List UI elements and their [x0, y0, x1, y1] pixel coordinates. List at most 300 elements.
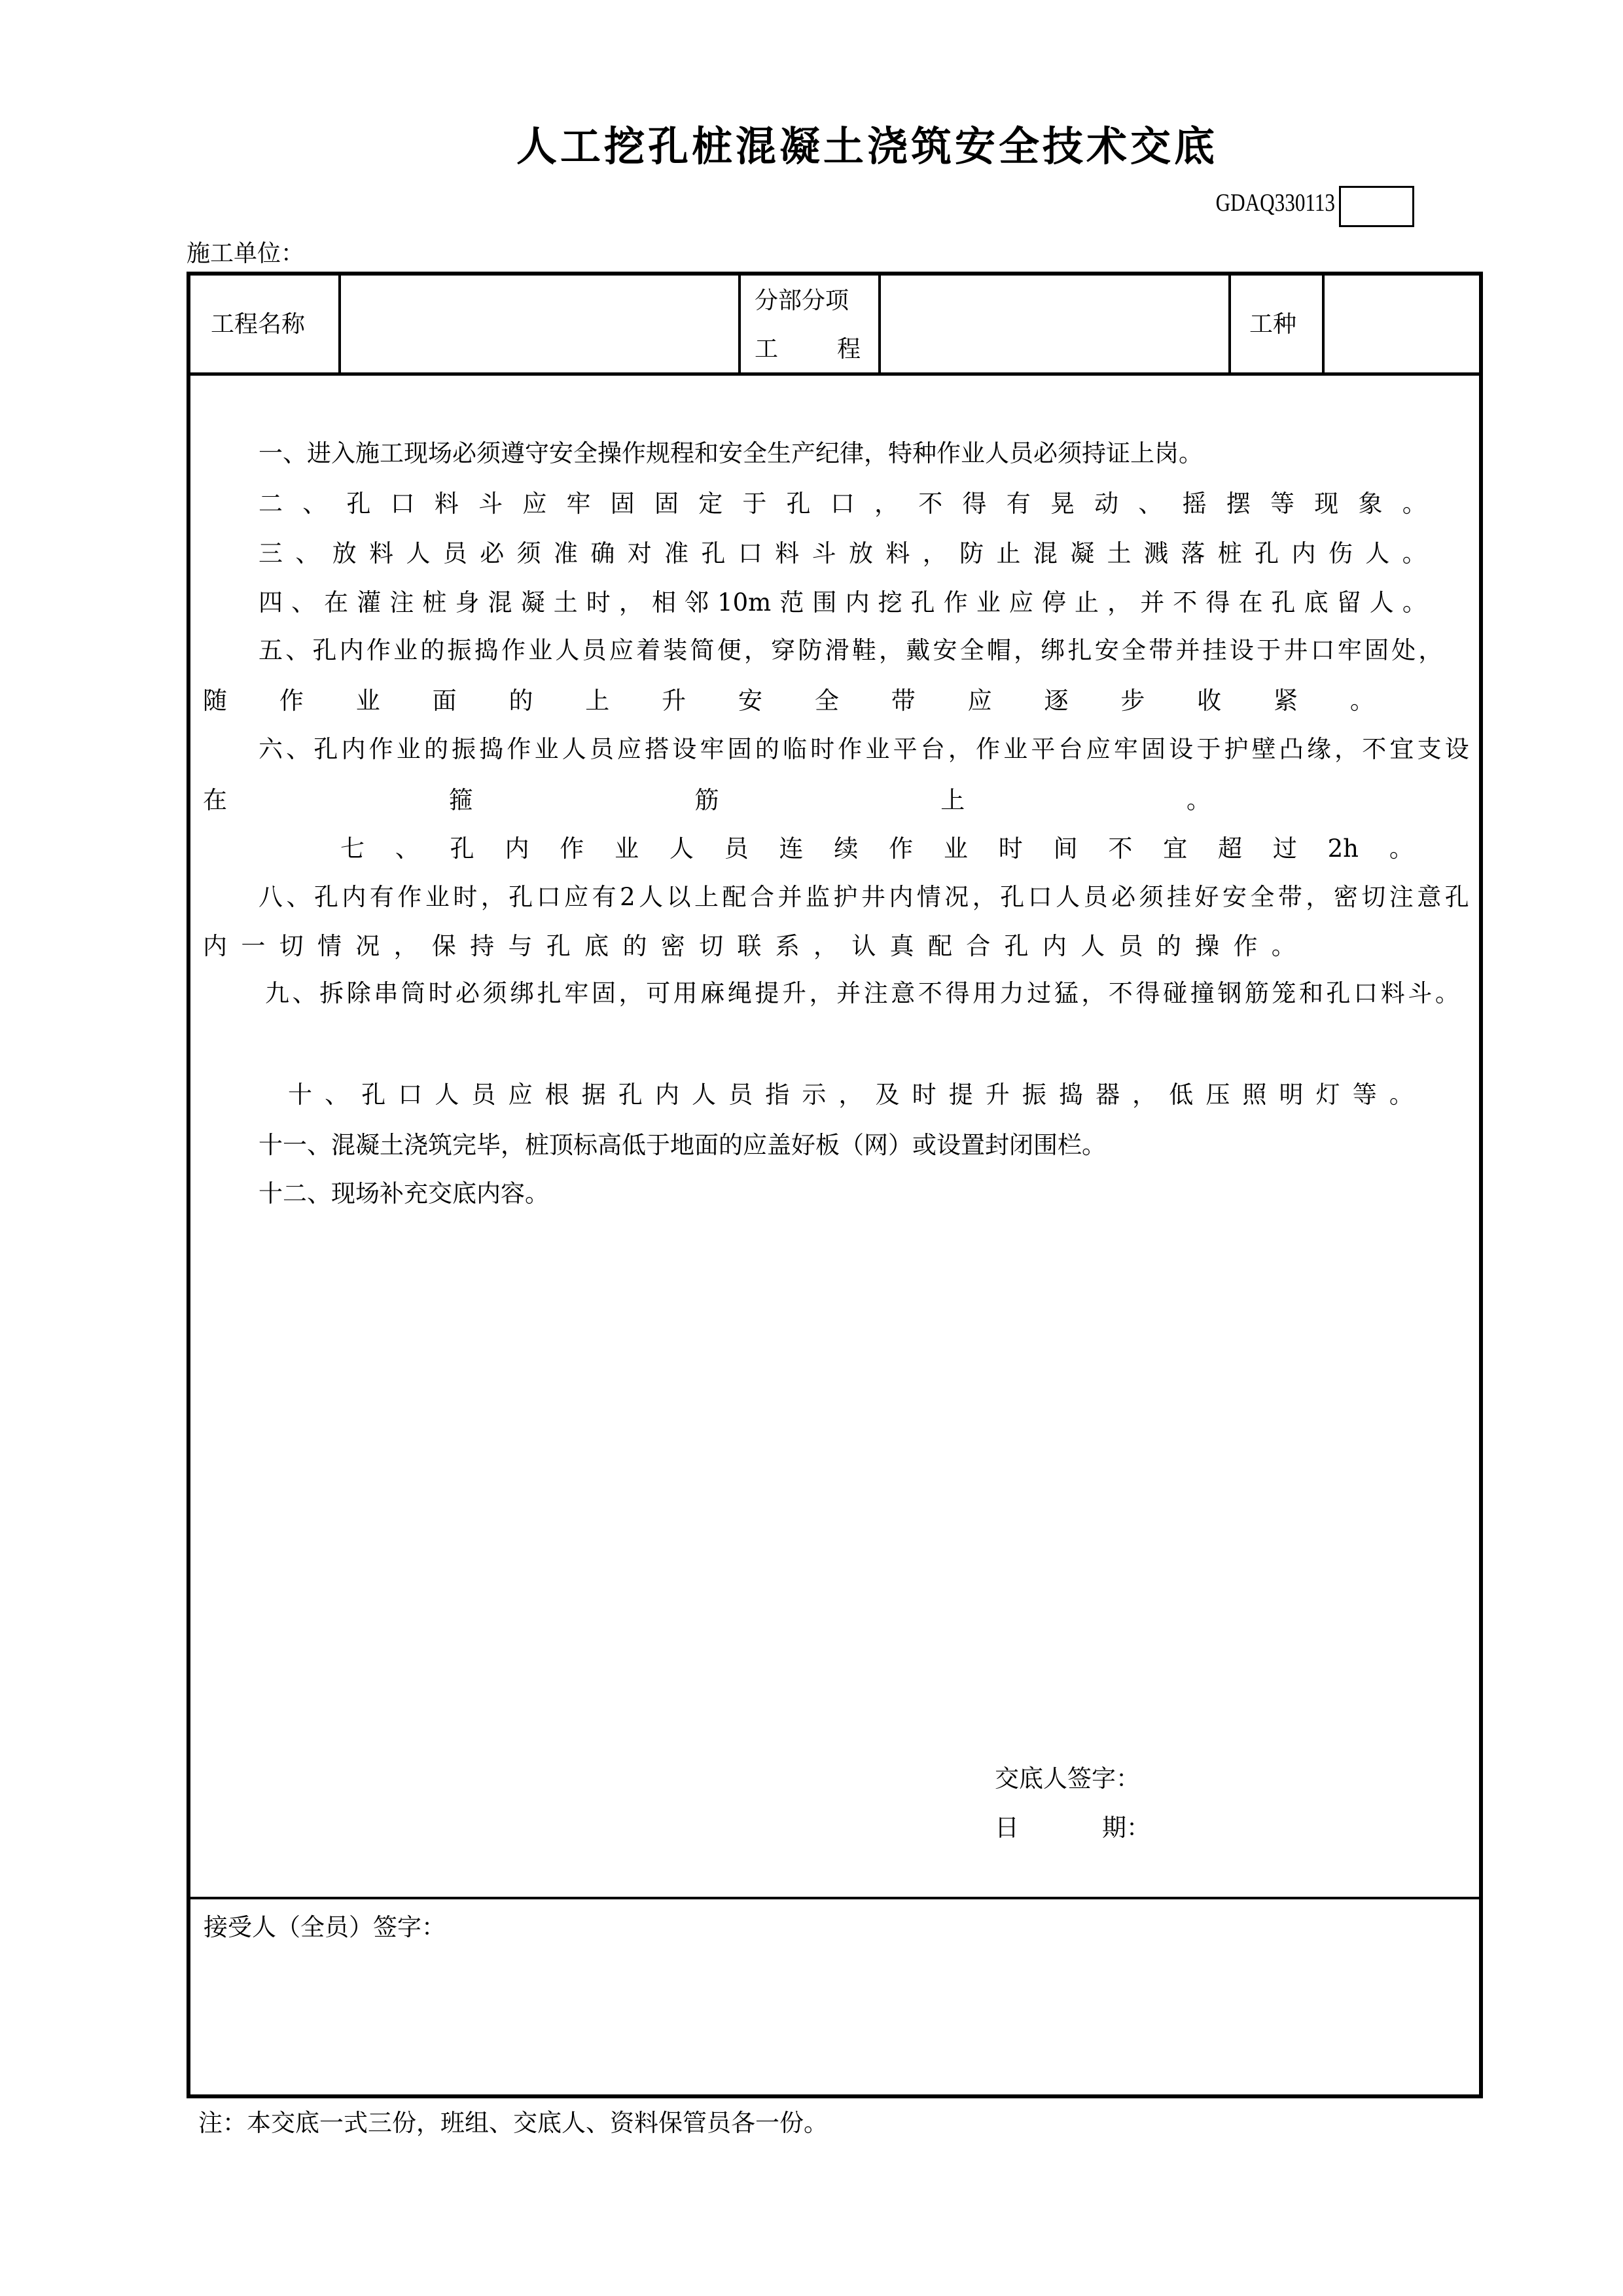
glyph: 捣	[474, 636, 499, 664]
glyph: 。	[1402, 539, 1427, 567]
glyph: 2	[620, 883, 635, 911]
glyph: 平	[1031, 735, 1056, 763]
glyph: 搭	[645, 735, 669, 763]
glyph: 鞋	[851, 636, 876, 664]
glyph: 。	[1186, 786, 1211, 814]
glyph: 桩	[422, 588, 447, 617]
glyph: 超	[1218, 834, 1242, 863]
glyph: 不	[918, 979, 942, 1007]
glyph: 带	[1149, 636, 1173, 664]
glyph: 上	[585, 687, 610, 715]
glyph: 料	[775, 539, 800, 567]
glyph: 。	[1271, 932, 1296, 960]
glyph: 真	[889, 932, 914, 960]
glyph: ，	[1306, 883, 1330, 911]
glyph: 和	[1298, 979, 1323, 1007]
glyph: 的	[755, 735, 779, 763]
glyph: 牢	[700, 735, 724, 763]
glyph: 员	[471, 1081, 496, 1109]
glyph: 并	[1175, 636, 1200, 664]
glyph: 联	[737, 932, 762, 960]
glyph: 。	[1389, 1081, 1414, 1109]
glyph: 作	[943, 588, 968, 617]
glyph: 孔	[1000, 883, 1025, 911]
glyph: ，	[1014, 636, 1039, 664]
glyph: 底	[1304, 588, 1329, 617]
header-row-divider	[190, 372, 1479, 376]
glyph: 孔	[546, 932, 571, 960]
glyph: 于	[1257, 636, 1281, 664]
glyph: 业	[396, 735, 421, 763]
glyph: 作	[366, 636, 391, 664]
glyph: 业	[943, 834, 968, 863]
glyph: 全	[814, 687, 839, 715]
glyph: 时	[586, 588, 611, 617]
glyph: 全	[1250, 883, 1275, 911]
glyph: ，	[948, 735, 972, 763]
glyph: 口	[1353, 979, 1378, 1007]
glyph: 戴	[906, 636, 931, 664]
glyph: 好	[1194, 883, 1219, 911]
glyph: 等	[1352, 1081, 1377, 1109]
glyph: ，	[809, 979, 834, 1007]
glyph: 有	[369, 883, 394, 911]
glyph: 相	[651, 588, 676, 617]
glyph: 七	[340, 834, 365, 863]
glyph: 井	[1283, 636, 1308, 664]
trade-label: 工种	[1249, 311, 1297, 338]
glyph: 斗	[1408, 979, 1433, 1007]
glyph: 不	[1173, 588, 1198, 617]
glyph: 业	[355, 687, 380, 715]
glyph: 晃	[1050, 490, 1075, 518]
glyph: 固	[591, 979, 616, 1007]
glyph: 孔	[1444, 883, 1469, 911]
glyph: 便	[717, 636, 741, 664]
glyph: 操	[1195, 932, 1220, 960]
glyph: 不	[918, 490, 943, 518]
glyph: 员	[589, 735, 614, 763]
glyph: 伤	[1328, 539, 1353, 567]
glyph: 料	[369, 539, 394, 567]
glyph: 逐	[1044, 687, 1069, 715]
glyph: 孔	[701, 539, 726, 567]
glyph: 作	[507, 735, 531, 763]
glyph: 全	[959, 636, 984, 664]
glyph: 在	[324, 588, 349, 617]
glyph: 业	[425, 883, 450, 911]
glyph: 牢	[564, 979, 589, 1007]
glyph: 振	[1022, 1081, 1046, 1109]
glyph: 固	[1141, 735, 1166, 763]
glyph: 切	[279, 932, 304, 960]
glyph: 土	[1107, 539, 1132, 567]
glyph: 低	[1169, 1081, 1194, 1109]
glyph: 人	[639, 883, 664, 911]
glyph: 得	[1205, 588, 1230, 617]
project-name-label: 工程名称	[211, 311, 306, 338]
glyph: 须	[516, 539, 541, 567]
receiver-signature-area[interactable]	[190, 1947, 1479, 2088]
glyph: ，	[618, 979, 643, 1007]
glyph: 料	[1380, 979, 1405, 1007]
glyph: 防	[959, 539, 984, 567]
glyph: 注	[389, 588, 414, 617]
glyph: 滑	[825, 636, 849, 664]
glyph: ，	[1132, 1081, 1157, 1109]
glyph: 孔	[1326, 979, 1351, 1007]
glyph: 作	[279, 687, 304, 715]
glyph: 力	[999, 979, 1024, 1007]
glyph: 人	[406, 539, 431, 567]
glyph: 不	[1108, 979, 1133, 1007]
project-name-field[interactable]	[341, 276, 738, 372]
glyph: 过	[1027, 979, 1052, 1007]
glyph: 内	[889, 883, 914, 911]
glyph: 、	[395, 834, 419, 863]
glyph: 时	[428, 979, 453, 1007]
glyph: 口	[398, 1081, 423, 1109]
glyph: 升	[781, 979, 806, 1007]
glyph: ，	[1081, 979, 1106, 1007]
glyph: ，	[879, 636, 904, 664]
glyph: 安	[933, 636, 957, 664]
glyph: 应	[609, 636, 633, 664]
glyph: 放	[332, 539, 357, 567]
glyph: 有	[592, 883, 616, 911]
glyph: 井	[861, 883, 885, 911]
glyph: 内	[1042, 932, 1067, 960]
glyph: 斗	[478, 490, 503, 518]
glyph: 间	[1053, 834, 1078, 863]
glyph: 全	[1122, 636, 1146, 664]
glyph: 口	[1027, 883, 1052, 911]
glyph: 安	[1094, 636, 1119, 664]
glyph: 猛	[1054, 979, 1079, 1007]
glyph: 防	[798, 636, 823, 664]
glyph: 人	[555, 636, 580, 664]
glyph: 内	[654, 1081, 679, 1109]
glyph: 设	[1229, 636, 1254, 664]
glyph: 用	[673, 979, 698, 1007]
glyph: 穿	[771, 636, 796, 664]
glyph: 注	[863, 979, 888, 1007]
glyph: 简	[690, 636, 715, 664]
glyph: 止	[1075, 588, 1099, 617]
glyph: 必	[1111, 883, 1136, 911]
glyph: 八	[259, 883, 283, 911]
glyph: 定	[698, 490, 723, 518]
glyph: 员	[582, 636, 607, 664]
glyph: 业	[534, 735, 559, 763]
form-code-box[interactable]	[1339, 186, 1414, 227]
glyph: ，	[922, 539, 947, 567]
sub-project-label-line2-a: 工	[755, 336, 779, 363]
glyph: 一	[241, 932, 266, 960]
glyph: 的	[1156, 932, 1181, 960]
signer-field[interactable]	[1158, 1763, 1459, 1795]
glyph: ，	[393, 932, 418, 960]
content-item-9	[265, 978, 1459, 1009]
glyph: 业	[615, 834, 639, 863]
glyph: 支	[1417, 735, 1442, 763]
glyph: 宜	[1389, 735, 1414, 763]
glyph: 孔	[910, 588, 935, 617]
glyph: 根	[544, 1081, 569, 1109]
glyph: ，	[1418, 636, 1443, 664]
glyph: 、	[291, 588, 316, 617]
glyph: 并	[1140, 588, 1165, 617]
column-divider	[1228, 276, 1231, 375]
glyph: 于	[1196, 735, 1221, 763]
glyph: 配	[722, 883, 747, 911]
glyph: 二	[259, 490, 283, 518]
glyph: 合	[749, 883, 774, 911]
content-item-5-cont	[203, 685, 1374, 717]
glyph: 象	[1358, 490, 1383, 518]
glyph: 作	[838, 735, 863, 763]
glyph: 孔	[313, 883, 338, 911]
glyph: 现	[1314, 490, 1339, 518]
signer-label: 交底人签字：	[995, 1765, 1140, 1793]
trade-field[interactable]	[1325, 276, 1479, 372]
glyph: 提	[755, 979, 779, 1007]
glyph: 牢	[1337, 636, 1362, 664]
glyph: 示	[802, 1081, 827, 1109]
glyph: 台	[920, 735, 945, 763]
glyph: 灌	[357, 588, 382, 617]
glyph: 过	[1272, 834, 1297, 863]
glyph: 内	[341, 735, 366, 763]
glyph: 的	[420, 636, 445, 664]
glyph: ，	[838, 1081, 863, 1109]
glyph: 帽	[986, 636, 1011, 664]
date-field[interactable]	[1158, 1812, 1459, 1844]
glyph: 料	[885, 539, 910, 567]
glyph: ，	[1107, 588, 1132, 617]
glyph: 处	[1391, 636, 1416, 664]
sub-project-label-line1: 分部分项	[755, 287, 849, 314]
glyph: 绳	[727, 979, 752, 1007]
glyph: 业	[865, 735, 890, 763]
glyph: 落	[1181, 539, 1205, 567]
glyph: 人	[1080, 932, 1105, 960]
glyph: 缘	[1306, 735, 1331, 763]
glyph: ，	[618, 588, 643, 617]
sub-project-field[interactable]	[881, 276, 1228, 372]
glyph: 认	[851, 932, 876, 960]
glyph: 挂	[1202, 636, 1227, 664]
glyph: 得	[945, 979, 970, 1007]
glyph: 捣	[479, 735, 504, 763]
glyph: 固	[1364, 636, 1389, 664]
glyph: 意	[891, 979, 916, 1007]
glyph: 人	[1365, 539, 1390, 567]
glyph: 。	[1402, 588, 1427, 617]
glyph: 作	[397, 883, 422, 911]
glyph: 口	[536, 883, 561, 911]
glyph: 、	[325, 1081, 349, 1109]
content-item-1: 一、进入施工现场必须遵守安全操作规程和安全生产纪律，特种作业人员必须持证上岗。	[259, 439, 1203, 467]
glyph: 孔	[1271, 588, 1296, 617]
glyph: 收	[1197, 687, 1222, 715]
glyph: 业	[976, 588, 1001, 617]
glyph: 密	[660, 932, 685, 960]
glyph: 、	[285, 636, 310, 664]
glyph: 孔	[313, 735, 338, 763]
glyph: 五	[259, 636, 283, 664]
glyph: 孔	[450, 834, 474, 863]
glyph: 筋	[1244, 979, 1269, 1007]
glyph: 作	[976, 735, 1001, 763]
glyph: 凝	[1070, 539, 1095, 567]
glyph: 意	[1417, 883, 1442, 911]
glyph: 动	[1094, 490, 1119, 518]
content-item-11: 十一、混凝土浇筑完毕，桩顶标高低于地面的应盖好板（网）或设置封闭围栏。	[259, 1131, 1106, 1159]
glyph: 员	[442, 539, 467, 567]
glyph: 牢	[566, 490, 591, 518]
glyph: 四	[259, 588, 283, 617]
glyph: 拆	[319, 979, 344, 1007]
glyph: 麻	[700, 979, 725, 1007]
glyph: 扎	[1067, 636, 1092, 664]
glyph: 并	[836, 979, 861, 1007]
glyph: 系	[775, 932, 800, 960]
glyph: 时	[912, 1081, 936, 1109]
glyph: ，	[743, 636, 768, 664]
glyph: 切	[699, 932, 724, 960]
glyph: 员	[724, 834, 749, 863]
glyph: 人	[1369, 588, 1394, 617]
glyph: 合	[966, 932, 991, 960]
glyph: 应	[1008, 588, 1033, 617]
glyph: 。	[1349, 687, 1374, 715]
glyph: 情	[317, 932, 342, 960]
glyph: 员	[1118, 932, 1143, 960]
glyph: 除	[346, 979, 371, 1007]
glyph: 孔	[618, 1081, 643, 1109]
glyph: 人	[1056, 883, 1080, 911]
glyph: 留	[1336, 588, 1361, 617]
glyph: 。	[1389, 834, 1414, 863]
glyph: 安	[738, 687, 763, 715]
glyph: 的	[622, 932, 647, 960]
glyph: ，	[813, 932, 838, 960]
glyph: 口	[1310, 636, 1335, 664]
glyph: 作	[501, 636, 526, 664]
glyph: 于	[742, 490, 767, 518]
glyph: 护	[833, 883, 858, 911]
glyph: 在	[1238, 588, 1263, 617]
glyph: 内	[845, 588, 870, 617]
glyph: 混	[1033, 539, 1058, 567]
glyph: 捣	[1058, 1081, 1083, 1109]
glyph: 作	[889, 834, 914, 863]
glyph: 作	[368, 735, 393, 763]
glyph: 围	[812, 588, 837, 617]
glyph: 应	[508, 1081, 533, 1109]
glyph: 口	[830, 490, 855, 518]
glyph: 内	[342, 883, 366, 911]
glyph: 与	[508, 932, 533, 960]
glyph: 上	[940, 786, 965, 814]
glyph: 撞	[1190, 979, 1215, 1007]
footer-note: 注：本交底一式三份，班组、交底人、资料保管员各一份。	[198, 2109, 828, 2137]
glyph: 斗	[812, 539, 836, 567]
glyph: 桩	[1217, 539, 1242, 567]
construction-unit-label: 施工单位：	[187, 240, 305, 267]
glyph: 情	[916, 883, 941, 911]
glyph: 作	[560, 834, 584, 863]
document-title: 人工挖孔桩混凝土浇筑安全技术交底	[516, 122, 1218, 170]
glyph: 业	[393, 636, 418, 664]
glyph: 照	[1242, 1081, 1267, 1109]
glyph: 人	[562, 735, 586, 763]
date-label-a: 日	[995, 1814, 1019, 1842]
glyph: 溅	[1144, 539, 1168, 567]
glyph: 安	[1222, 883, 1247, 911]
glyph: 平	[893, 735, 918, 763]
glyph: 升	[985, 1081, 1010, 1109]
glyph: ，	[1334, 735, 1359, 763]
glyph: 时	[998, 834, 1023, 863]
glyph: 员	[728, 1081, 753, 1109]
glyph: 用	[972, 979, 997, 1007]
glyph: 笼	[1272, 979, 1296, 1007]
content-item-5	[259, 635, 1443, 666]
glyph: 应	[1086, 735, 1111, 763]
glyph: 孔	[312, 636, 337, 664]
glyph: 应	[967, 687, 992, 715]
content-item-10	[288, 1079, 1414, 1111]
glyph: 必	[455, 979, 480, 1007]
glyph: 应	[617, 735, 642, 763]
glyph: 牢	[1113, 735, 1138, 763]
glyph: 不	[1362, 735, 1387, 763]
glyph: 准	[554, 539, 578, 567]
glyph: 器	[1096, 1081, 1120, 1109]
glyph: 监	[805, 883, 830, 911]
sub-project-label-line2-b: 程	[837, 336, 861, 363]
glyph: 保	[431, 932, 456, 960]
glyph: 壁	[1251, 735, 1276, 763]
glyph: 业	[1003, 735, 1028, 763]
glyph: 摇	[1182, 490, 1207, 518]
glyph: 连	[779, 834, 804, 863]
glyph: 带	[1277, 883, 1302, 911]
glyph: 挂	[1167, 883, 1192, 911]
glyph: 紧	[1274, 687, 1298, 715]
glyph: 设	[1169, 735, 1194, 763]
glyph: 须	[482, 979, 507, 1007]
glyph: 串	[374, 979, 399, 1007]
glyph: 的	[423, 735, 448, 763]
glyph: 不	[1108, 834, 1133, 863]
glyph: 据	[581, 1081, 606, 1109]
glyph: 筋	[694, 786, 719, 814]
glyph: 孔	[1004, 932, 1029, 960]
glyph: 步	[1120, 687, 1145, 715]
glyph: 人	[692, 1081, 717, 1109]
glyph: 10m	[717, 588, 772, 617]
glyph: 续	[834, 834, 859, 863]
glyph: 准	[664, 539, 689, 567]
content-item-4	[259, 587, 1427, 619]
glyph: 等	[1270, 490, 1295, 518]
glyph: 固	[654, 490, 679, 518]
glyph: 止	[996, 539, 1021, 567]
content-item-7	[340, 833, 1414, 865]
